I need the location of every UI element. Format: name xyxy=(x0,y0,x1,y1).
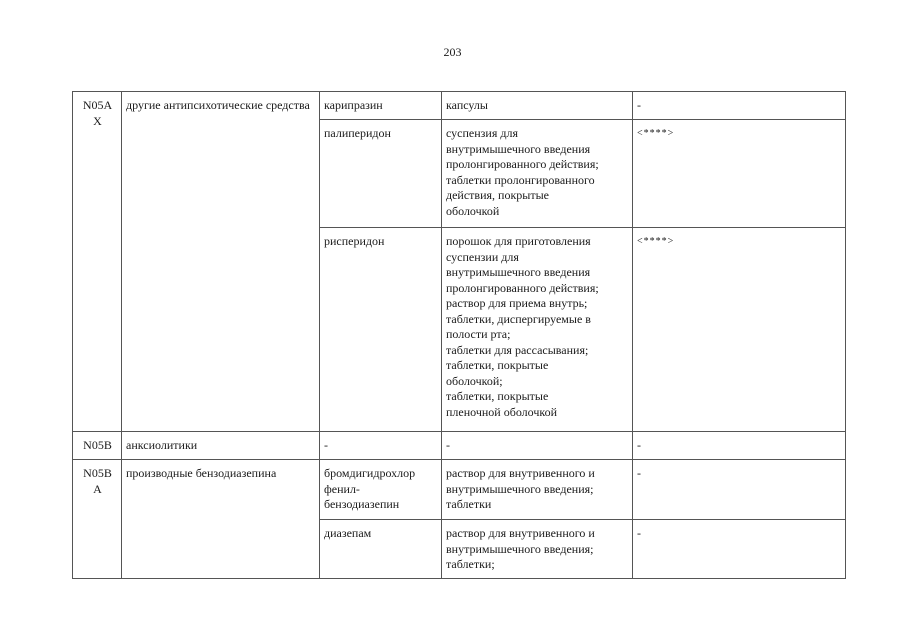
dosage-form-cell: капсулы xyxy=(442,92,633,120)
drug-name-cell: карипразин xyxy=(320,92,442,120)
note-cell: - xyxy=(633,432,846,460)
atc-code-cell: N05B xyxy=(73,432,122,460)
atc-code-cell: N05B A xyxy=(73,460,122,579)
table-row xyxy=(73,432,846,460)
dosage-form-cell: раствор для внутривенного и внутримышечного введения; таблетки xyxy=(442,460,633,520)
table-row xyxy=(73,92,846,120)
note-cell: - xyxy=(633,92,846,120)
drug-name-cell: бромдигидрохлор фенил- бензодиазепин xyxy=(320,460,442,520)
note-cell: <****> xyxy=(633,228,846,432)
page-number: 203 xyxy=(443,45,462,59)
dosage-form-cell: суспензия для внутримышечного введения пролонгированного действия; таблетки пролонгированного действия, покрытые оболочкой xyxy=(442,120,633,228)
drug-table xyxy=(72,91,846,579)
group-name-cell: производные бензодиазепина xyxy=(122,460,320,579)
dosage-form-cell: раствор для внутривенного и внутримышечного введения; таблетки; xyxy=(442,520,633,579)
drug-name-cell: диазепам xyxy=(320,520,442,579)
group-name-cell: другие антипсихотические средства xyxy=(122,92,320,432)
note-cell: <****> xyxy=(633,120,846,228)
note-cell: - xyxy=(633,520,846,579)
group-name-cell: анксиолитики xyxy=(122,432,320,460)
dosage-form-cell: - xyxy=(442,432,633,460)
drug-name-cell: - xyxy=(320,432,442,460)
dosage-form-cell: порошок для приготовления суспензии для внутримышечного введения пролонгированного действия; раствор для приема внутрь; таблетки, диспергируемые в полости рта; таблетки для рассасывания; таблетки, покрытые оболочкой; таблетки, покрытые пленочной оболочкой xyxy=(442,228,633,432)
drug-name-cell: рисперидон xyxy=(320,228,442,432)
note-cell: - xyxy=(633,460,846,520)
atc-code-cell: N05A X xyxy=(73,92,122,432)
table-row xyxy=(73,460,846,520)
drug-name-cell: палиперидон xyxy=(320,120,442,228)
